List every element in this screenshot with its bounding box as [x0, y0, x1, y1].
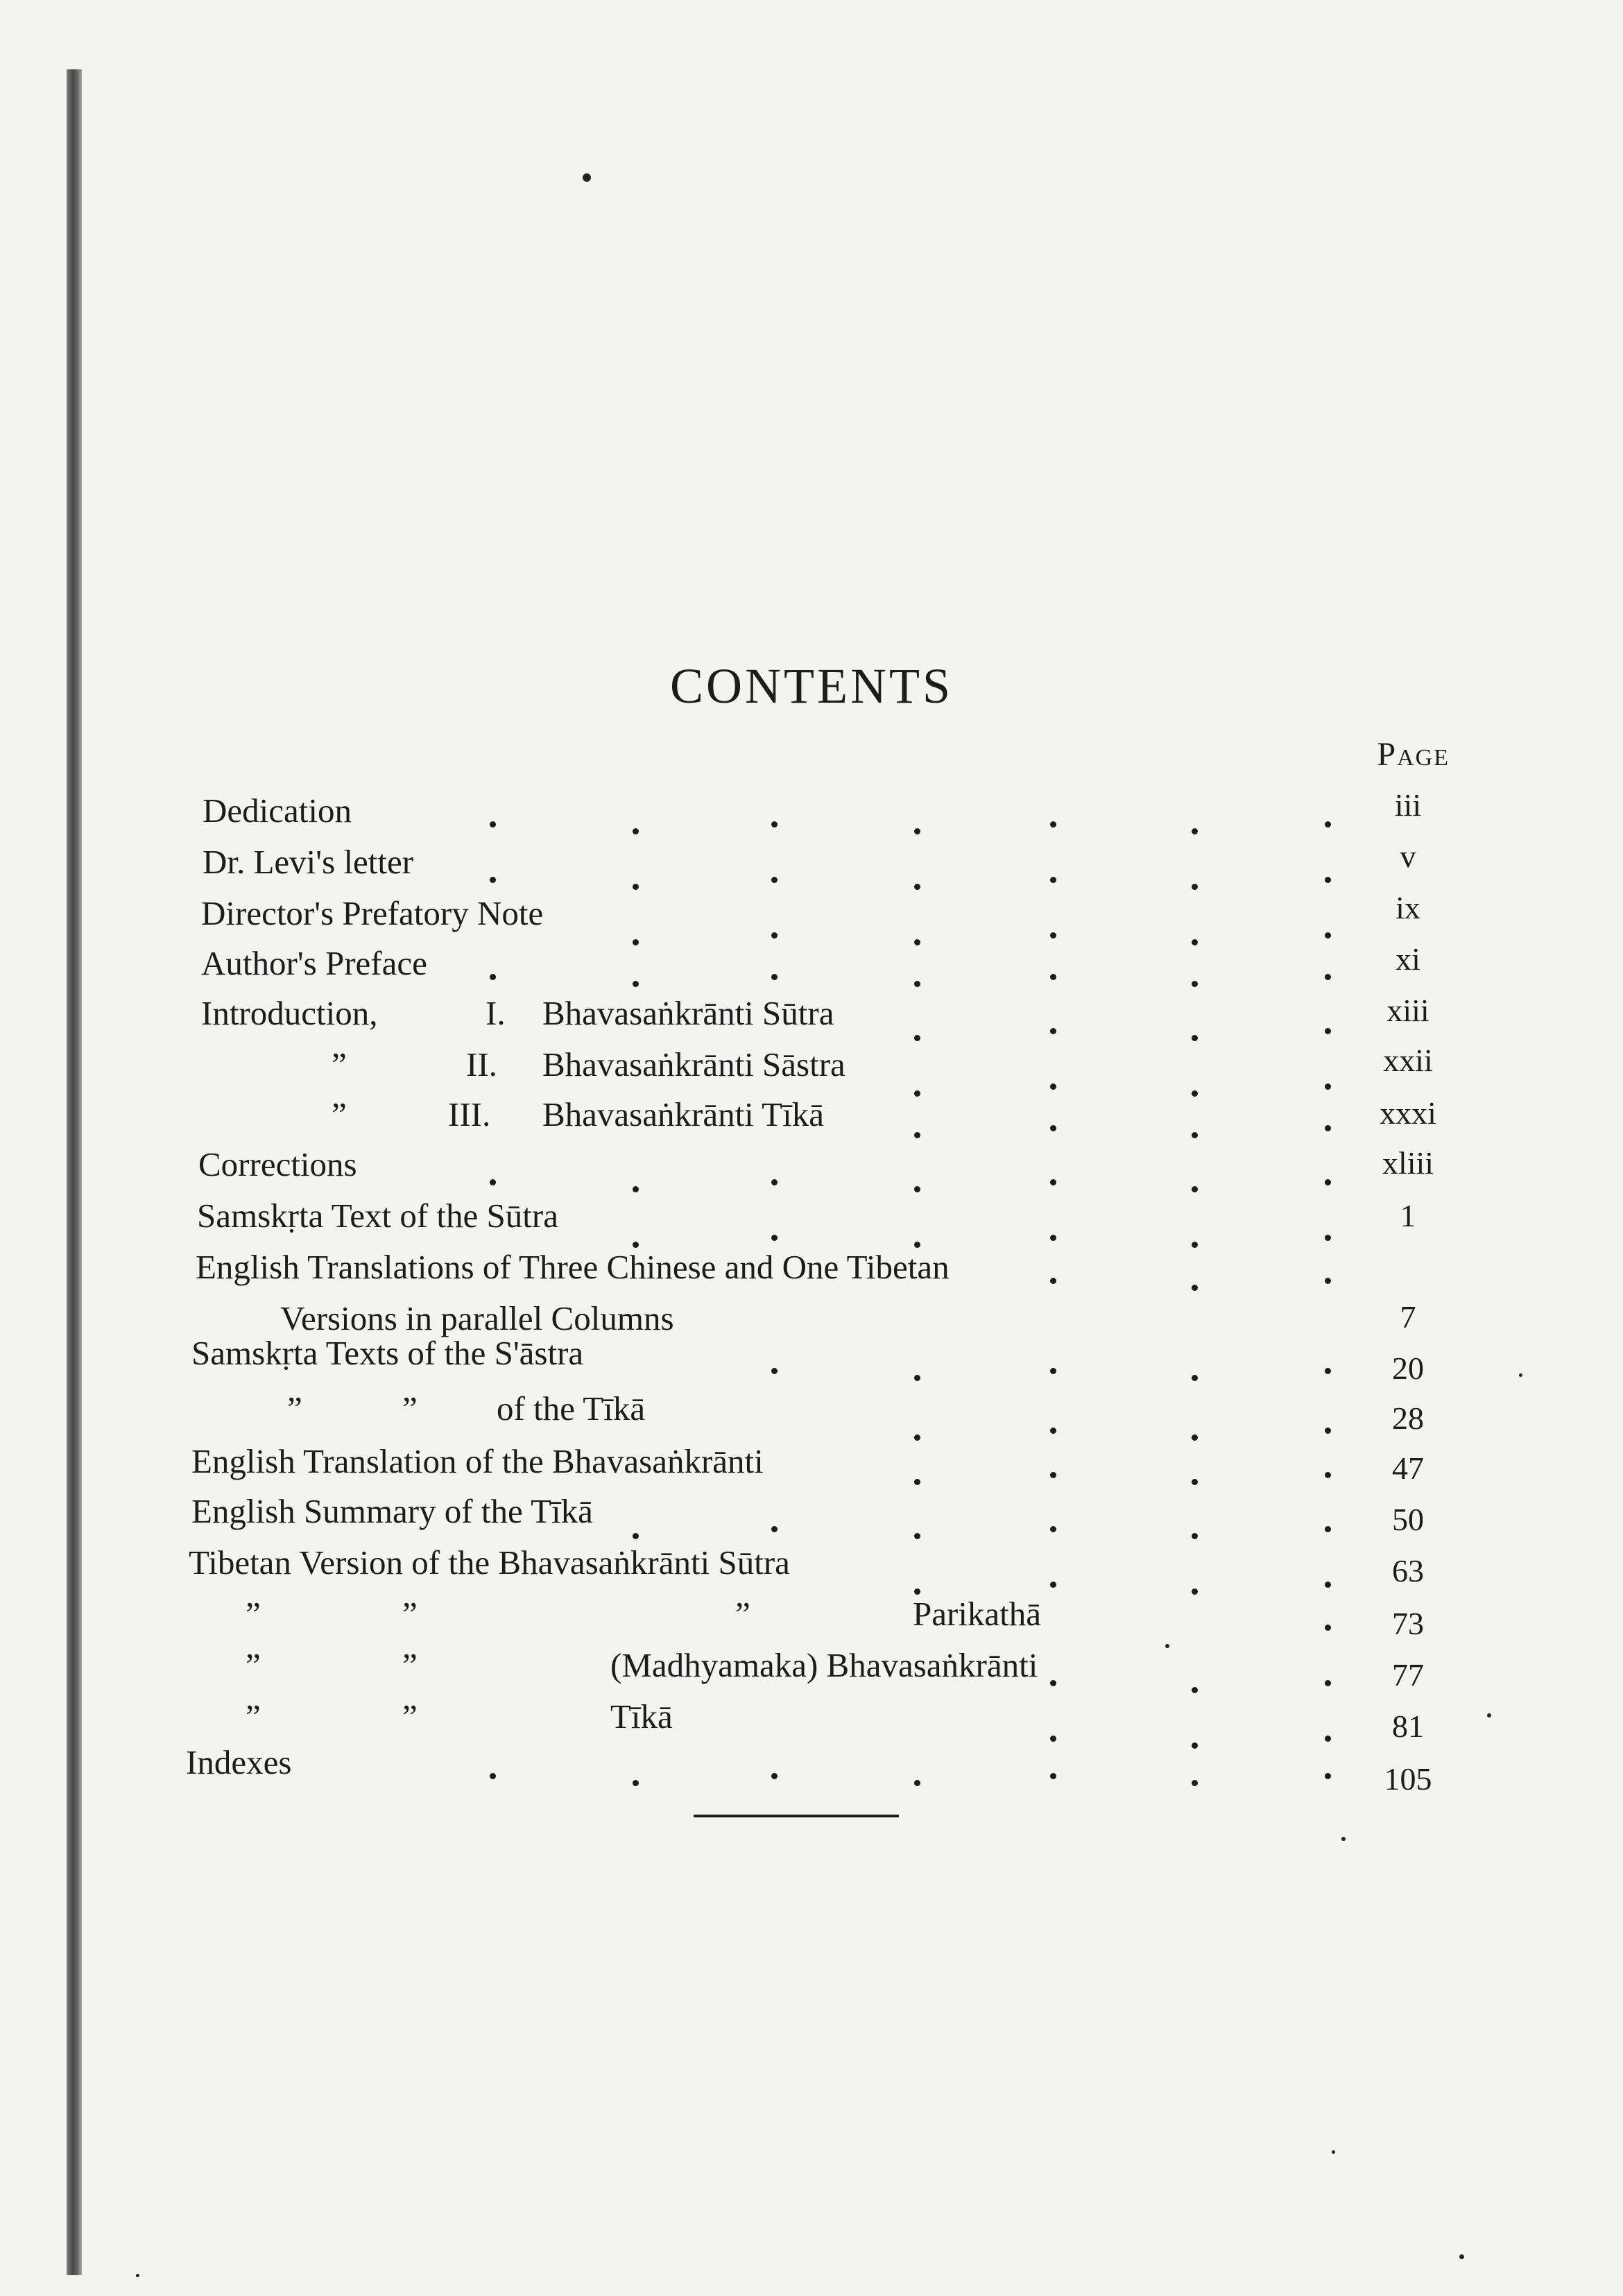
toc-entry-page: 105: [1384, 1761, 1432, 1797]
toc-entry-page: 81: [1392, 1708, 1424, 1744]
leader-dot: [771, 877, 778, 883]
leader-dot: [1325, 1773, 1331, 1779]
leader-dot: [1325, 1680, 1331, 1686]
leader-dot: [1192, 1479, 1198, 1485]
leader-dot: [914, 1090, 920, 1097]
leader-dot: [1192, 1285, 1198, 1291]
leader-dot: [1192, 1780, 1198, 1786]
toc-entry-ditto: ”: [402, 1595, 418, 1633]
leader-dot: [771, 974, 778, 980]
toc-entry-ditto: ”: [402, 1697, 418, 1736]
leader-dot: [1050, 932, 1056, 939]
leader-dot: [633, 828, 639, 834]
leader-dot: [1325, 821, 1331, 828]
book-spine-shadow: [67, 69, 82, 2275]
leader-dot: [1325, 932, 1331, 939]
scan-speckle: [1332, 2150, 1335, 2154]
toc-entry-label: Dedication: [203, 791, 352, 830]
page-column-header: Page: [1377, 736, 1450, 773]
toc-entry-title: Parikathā: [913, 1595, 1042, 1633]
leader-dot: [633, 1186, 639, 1192]
toc-entry-label: Corrections: [198, 1145, 357, 1183]
leader-dot: [1192, 1533, 1198, 1539]
toc-entry-label: Indexes: [186, 1743, 292, 1781]
leader-dot: [771, 1368, 778, 1374]
scan-speckle: [1341, 1837, 1346, 1841]
toc-entry-page: 28: [1392, 1400, 1424, 1436]
leader-dot: [1192, 1588, 1198, 1595]
leader-dot: [1325, 974, 1331, 980]
leader-dot: [1050, 1582, 1056, 1588]
toc-entry-label: ”: [332, 1045, 347, 1083]
toc-entry-label: English Translation of the Bhavasaṅkrānti: [191, 1442, 764, 1480]
toc-entry-page: xxxi: [1380, 1095, 1436, 1131]
leader-dot: [1192, 1132, 1198, 1138]
leader-dot: [1050, 1028, 1056, 1034]
leader-dot: [490, 1179, 496, 1185]
leader-dot: [1050, 1179, 1056, 1185]
leader-dot: [633, 1780, 639, 1786]
leader-dot: [1325, 1625, 1331, 1631]
scan-speckle: [1459, 2254, 1464, 2259]
leader-dot: [771, 932, 778, 939]
toc-entry-label: ”: [332, 1095, 347, 1133]
leader-dot: [914, 1035, 920, 1041]
toc-entry-page: 20: [1392, 1351, 1424, 1386]
leader-dot: [1192, 1090, 1198, 1097]
leader-dot: [1050, 974, 1056, 980]
leader-dot: [1050, 877, 1056, 883]
toc-entry-roman: I.: [486, 994, 506, 1032]
toc-entry-roman: II.: [466, 1045, 497, 1083]
leader-dot: [1325, 1582, 1331, 1588]
toc-entry-page: 73: [1392, 1606, 1424, 1641]
toc-entry-page: xxii: [1383, 1043, 1433, 1078]
toc-entry-label: Director's Prefatory Note: [201, 894, 544, 932]
leader-dot: [633, 1533, 639, 1539]
leader-dot: [633, 981, 639, 987]
closing-rule: [694, 1815, 899, 1817]
toc-entry-ditto: ”: [735, 1595, 750, 1633]
leader-dot: [1192, 1375, 1198, 1381]
toc-entry-label: Samskṛta Texts of the S'āstra: [191, 1334, 584, 1372]
leader-dot: [1192, 1186, 1198, 1192]
toc-entry-title: Tīkā: [610, 1697, 673, 1736]
toc-entry-label: ”: [246, 1595, 261, 1633]
leader-dot: [1050, 1428, 1056, 1434]
leader-dot: [914, 1434, 920, 1441]
scan-speckle: [1487, 1713, 1491, 1717]
toc-entry-page: 7: [1400, 1299, 1416, 1335]
scan-speckle: [136, 2274, 139, 2277]
toc-entry-page: 63: [1392, 1553, 1424, 1588]
leader-dot: [1050, 1526, 1056, 1532]
leader-dot: [1325, 1179, 1331, 1185]
leader-dot: [1325, 1028, 1331, 1034]
toc-entry-label: Dr. Levi's letter: [203, 843, 414, 881]
leader-dot: [914, 1375, 920, 1381]
leader-dot: [490, 1773, 496, 1779]
toc-entry-label: Tibetan Version of the Bhavasaṅkrānti Sūtra: [189, 1543, 790, 1582]
toc-entry-continuation: Versions in parallel Columns: [280, 1299, 674, 1337]
leader-dot: [914, 1780, 920, 1786]
leader-dot: [1325, 1368, 1331, 1374]
leader-dot: [1325, 1235, 1331, 1241]
toc-entry-label: ”: [246, 1697, 261, 1736]
leader-dot: [914, 884, 920, 890]
leader-dot: [1192, 828, 1198, 834]
toc-entry-title: Bhavasaṅkrānti Sāstra: [542, 1045, 845, 1083]
leader-dot: [633, 884, 639, 890]
toc-entry-page: v: [1400, 839, 1416, 874]
leader-dot: [771, 1526, 778, 1532]
toc-entry-label: Introduction,: [201, 994, 378, 1032]
leader-dot: [633, 939, 639, 945]
leader-dot: [1050, 1773, 1056, 1779]
toc-entry-roman: III.: [448, 1095, 491, 1133]
leader-dot: [1050, 1278, 1056, 1284]
leader-dot: [1325, 1125, 1331, 1131]
toc-entry-label: English Translations of Three Chinese and One Tibetan: [196, 1248, 950, 1286]
leader-dot: [1192, 1434, 1198, 1441]
leader-dot: [1192, 1742, 1198, 1749]
toc-entry-title: (Madhyamaka) Bhavasaṅkrānti: [610, 1646, 1038, 1684]
toc-entry-page: xliii: [1382, 1145, 1434, 1181]
toc-entry-page: 50: [1392, 1502, 1424, 1537]
toc-entry-page: xiii: [1386, 993, 1429, 1028]
leader-dot: [914, 1479, 920, 1485]
scan-speckle: [1165, 1644, 1169, 1648]
toc-entry-page: xi: [1396, 941, 1420, 977]
scan-speckle: [583, 173, 591, 182]
leader-dot: [1050, 1368, 1056, 1374]
toc-entry-label: ”: [246, 1646, 261, 1684]
leader-dot: [1192, 939, 1198, 945]
leader-dot: [914, 828, 920, 834]
leader-dot: [1050, 821, 1056, 828]
leader-dot: [1192, 1242, 1198, 1248]
leader-dot: [1192, 1687, 1198, 1693]
toc-entry-ditto: ”: [402, 1646, 418, 1684]
page-title: CONTENTS: [670, 658, 953, 714]
toc-entry-label: ”: [287, 1389, 302, 1428]
leader-dot: [771, 1235, 778, 1241]
leader-dot: [1050, 1125, 1056, 1131]
toc-entry-page: 1: [1400, 1198, 1416, 1233]
leader-dot: [490, 974, 496, 980]
toc-entry-page: 47: [1392, 1450, 1424, 1486]
leader-dot: [1050, 1736, 1056, 1742]
leader-dot: [1325, 1526, 1331, 1532]
toc-entry-label: English Summary of the Tīkā: [191, 1492, 593, 1530]
leader-dot: [914, 1533, 920, 1539]
leader-dot: [1192, 981, 1198, 987]
leader-dot: [1050, 1235, 1056, 1241]
leader-dot: [1325, 1472, 1331, 1478]
toc-entry-title: Bhavasaṅkrānti Tīkā: [542, 1095, 824, 1133]
leader-dot: [1325, 1428, 1331, 1434]
toc-entry-page: ix: [1396, 890, 1420, 925]
leader-dot: [1325, 1278, 1331, 1284]
leader-dot: [771, 821, 778, 828]
leader-dot: [1325, 1083, 1331, 1090]
leader-dot: [914, 1186, 920, 1192]
leader-dot: [1192, 1035, 1198, 1041]
toc-entry-label: Samskṛta Text of the Sūtra: [197, 1197, 558, 1235]
leader-dot: [914, 939, 920, 945]
leader-dot: [490, 877, 496, 883]
scan-speckle: [1519, 1373, 1522, 1377]
leader-dot: [1050, 1680, 1056, 1686]
leader-dot: [771, 1773, 778, 1779]
leader-dot: [914, 1132, 920, 1138]
toc-entry-label: Author's Preface: [201, 944, 427, 982]
toc-entry-page: 77: [1392, 1657, 1424, 1693]
leader-dot: [771, 1179, 778, 1185]
toc-entry-ditto: ”: [402, 1389, 418, 1428]
toc-entry-page: iii: [1394, 787, 1422, 823]
leader-dot: [1325, 877, 1331, 883]
leader-dot: [1050, 1083, 1056, 1090]
leader-dot: [490, 821, 496, 828]
toc-entry-title: Bhavasaṅkrānti Sūtra: [542, 994, 834, 1032]
toc-entry-title: of the Tīkā: [497, 1389, 646, 1428]
leader-dot: [1192, 884, 1198, 890]
leader-dot: [914, 981, 920, 987]
leader-dot: [1325, 1736, 1331, 1742]
leader-dot: [1050, 1472, 1056, 1478]
